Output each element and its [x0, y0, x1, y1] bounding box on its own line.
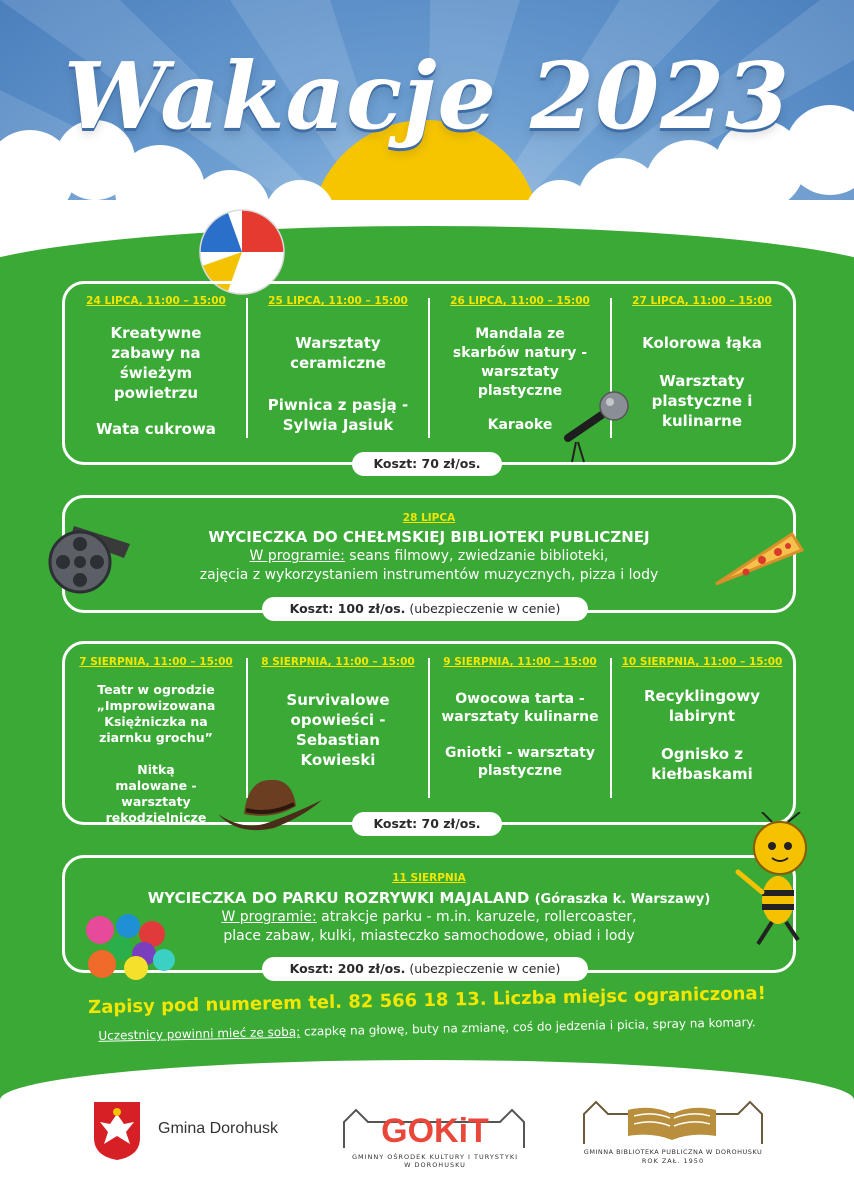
trip-date: 28 LIPCA	[402, 512, 456, 524]
gokit-subtitle-2: W DOROHUSKU	[404, 1161, 466, 1169]
activity: Teatr w ogrodzie „Improwizowana Księżniczka na ziarnku grochu”	[96, 682, 216, 745]
day-27-lipca	[611, 284, 793, 462]
gmina-dorohusk-name: Gmina Dorohusk	[158, 1120, 279, 1137]
bee-character-icon	[732, 812, 820, 952]
activity: Karaoke	[487, 417, 553, 433]
day-date: 25 LIPCA, 11:00 – 15:00	[268, 295, 408, 307]
trip1-box	[62, 495, 796, 613]
trip-title: WYCIECZKA DO PARKU ROZRYWKI MAJALAND	[147, 889, 530, 907]
week2-schedule-box	[62, 641, 796, 825]
trip2-cost	[262, 957, 588, 981]
trip-title-line	[65, 889, 793, 907]
trip-title-note: (Góraszka k. Warszawy)	[534, 892, 711, 907]
poster-title: Wakacje 2023	[63, 42, 791, 150]
gokit-subtitle: GMINNY OŚRODEK KULTURY I TURYSTYKI	[351, 1153, 519, 1161]
cost-value: Koszt: 100 zł/os.	[289, 601, 406, 616]
activity: Mandala ze skarbów natury - warsztaty plastyczne	[452, 326, 588, 399]
program-text: seans filmowy, zwiedzanie biblioteki,	[349, 548, 609, 564]
cost-note: (ubezpieczenie w cenie)	[409, 961, 561, 976]
day-10-sierpnia	[611, 644, 793, 822]
day-24-lipca	[65, 284, 247, 462]
library-name: GMINNA BIBLIOTEKA PUBLICZNA W DOROHUSKU	[583, 1148, 763, 1156]
film-reel-icon	[44, 514, 136, 596]
program-label: W programie:	[221, 909, 317, 925]
week1-cost	[352, 452, 502, 476]
colorful-balls-icon	[80, 910, 180, 982]
trip1-cost	[262, 597, 588, 621]
day-25-lipca	[247, 284, 429, 462]
week2-cost	[352, 812, 502, 836]
week1-schedule-box	[62, 281, 796, 465]
cowboy-hat-icon	[214, 770, 326, 832]
activity: Warsztaty ceramiczne	[290, 334, 386, 372]
program-label: W programie:	[249, 548, 345, 564]
activity: Ognisko z kiełbaskami	[651, 745, 753, 783]
day-date: 10 SIERPNIA, 11:00 – 15:00	[621, 656, 783, 668]
activity: Owocowa tarta - warsztaty kulinarne	[441, 691, 599, 725]
trip-program-line2: zajęcia z wykorzystaniem instrumentów muzycznych, pizza i lody	[199, 567, 659, 583]
day-9-sierpnia	[429, 644, 611, 822]
bring-text: czapkę na głowę, buty na zmianę, coś do jedzenia i picia, spray na komary.	[303, 1015, 756, 1039]
activity: Survivalowe opowieści - Sebastian Kowieski	[286, 691, 390, 769]
trip-title: WYCIECZKA DO CHEŁMSKIEJ BIBLIOTEKI PUBLICZNEJ	[208, 528, 650, 546]
signup-phone-info: Zapisy pod numerem tel. 82 566 18 13. Liczba miejsc ograniczona!	[87, 982, 767, 1019]
activity: Warsztaty plastyczne i kulinarne	[651, 372, 753, 430]
activity: Piwnica z pasją - Sylwia Jasiuk	[267, 396, 409, 434]
activity: Gniotki - warsztaty plastyczne	[445, 745, 595, 779]
day-date: 9 SIERPNIA, 11:00 – 15:00	[443, 656, 597, 668]
trip-program-line1	[65, 548, 793, 564]
trip-program-line2: place zabaw, kulki, miasteczko samochodowe, obiad i lody	[223, 928, 635, 944]
activity: Kreatywne zabawy na świeżym powietrzu	[110, 324, 202, 402]
pizza-slice-icon	[712, 530, 804, 592]
library-book-logo	[578, 1096, 768, 1148]
bring-label: Uczestnicy powinni mieć ze sobą:	[98, 1024, 301, 1043]
day-date: 26 LIPCA, 11:00 – 15:00	[450, 295, 590, 307]
microphone-icon	[562, 390, 632, 465]
activity: Kolorowa łąka	[642, 334, 762, 352]
activity: Nitką malowane - warsztaty rękodzielnicze	[105, 762, 207, 825]
gokit-wordmark: GOKiT	[381, 1112, 489, 1150]
cost-value: Koszt: 200 zł/os.	[289, 961, 406, 976]
day-date: 24 LIPCA, 11:00 – 15:00	[86, 295, 226, 307]
day-date: 7 SIERPNIA, 11:00 – 15:00	[79, 656, 233, 668]
activity: Wata cukrowa	[96, 420, 216, 438]
activity: Recyklingowy labirynt	[643, 687, 760, 725]
gmina-coat-of-arms-logo	[92, 1100, 142, 1162]
cost-value: Koszt: 70 zł/os.	[373, 816, 481, 831]
trip-date: 11 SIERPNIA	[392, 872, 466, 884]
day-date: 27 LIPCA, 11:00 – 15:00	[632, 295, 772, 307]
cost-note: (ubezpieczenie w cenie)	[409, 601, 561, 616]
day-date: 8 SIERPNIA, 11:00 – 15:00	[261, 656, 415, 668]
program-text: atrakcje parku - m.in. karuzele, rollercoaster,	[321, 909, 637, 925]
library-founded: ROK ZAŁ. 1950	[641, 1157, 705, 1165]
cost-value: Koszt: 70 zł/os.	[373, 456, 481, 471]
